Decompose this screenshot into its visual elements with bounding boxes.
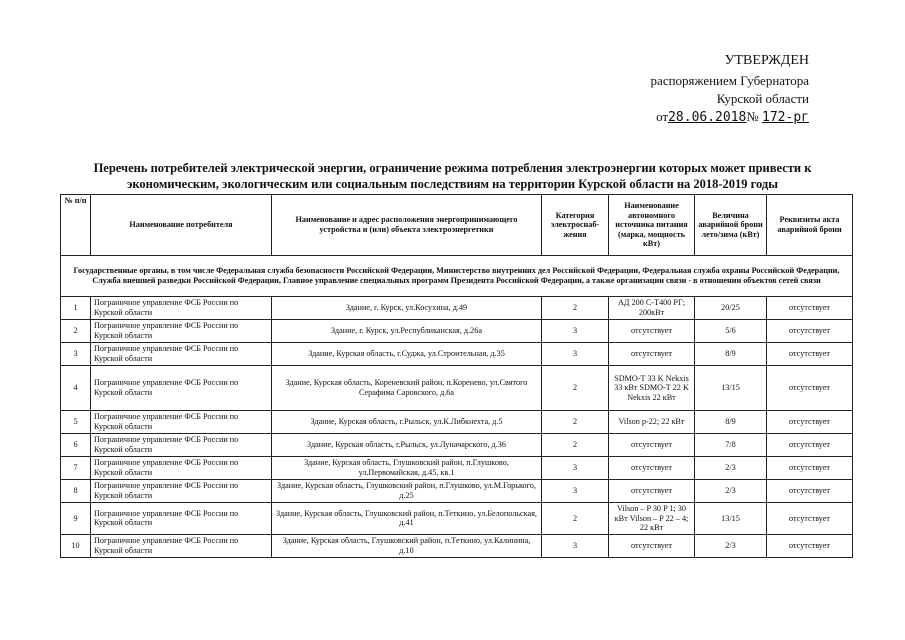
cell-reserve: 2/3 [695,480,767,503]
cell-reserve: 13/15 [695,503,767,535]
cell-num: 3 [61,343,91,366]
cell-reserve: 8/9 [695,343,767,366]
cell-num: 6 [61,434,91,457]
cell-consumer: Пограничное управление ФСБ России по Курской области [91,457,272,480]
cell-act: отсутствует [767,297,853,320]
approval-number: 172-рг [762,110,809,125]
cell-category: 3 [542,534,609,557]
table-row [61,366,853,411]
cell-address: Здание, г. Курск, ул.Косухина, д.49 [272,297,542,320]
cell-reserve: 13/15 [695,366,767,411]
table-row [61,411,853,434]
header-source: Наименование автономного источника питания (марка, мощность кВт) [609,195,695,256]
cell-act: отсутствует [767,480,853,503]
table-header-row [61,195,853,256]
cell-reserve: 2/3 [695,534,767,557]
approval-date: 28.06.2018 [668,110,747,125]
cell-address: Здание, Курская область, Глушковский район, п.Теткино, ул.Белопольская, д.41 [272,503,542,535]
cell-consumer: Пограничное управление ФСБ России по Курской области [91,343,272,366]
section-row [61,256,853,297]
cell-address: Здание, Курская область, Кореневский район, п.Коренево, ул.Святого Серафима Саровского, д.6а [272,366,542,411]
cell-source: отсутствует [609,434,695,457]
cell-category: 2 [542,503,609,535]
cell-address: Здание, Курская область, Глушковский район, п.Глушково, ул.Первомайская, д.45, кв.1 [272,457,542,480]
cell-source: отсутствует [609,534,695,557]
cell-consumer: Пограничное управление ФСБ России по Курской области [91,434,272,457]
cell-address: Здание, Курская область, Глушковский район, п.Глушково, ул.М.Горького, д.25 [272,480,542,503]
table-row [61,343,853,366]
cell-act: отсутствует [767,457,853,480]
header-reserve: Величина аварийной брони лето/зима (кВт) [695,195,767,256]
cell-category: 3 [542,320,609,343]
cell-num: 5 [61,411,91,434]
cell-num: 9 [61,503,91,535]
cell-num: 2 [61,320,91,343]
cell-consumer: Пограничное управление ФСБ России по Курской области [91,503,272,535]
cell-act: отсутствует [767,434,853,457]
cell-act: отсутствует [767,366,853,411]
cell-category: 3 [542,457,609,480]
document-title: Перечень потребителей электрической энергии, ограничение режима потребления электроэнергии которых может привести к экономическим, экологическим или социальным последствиям на территории Курской области на 2018-2019 годы [93,161,812,191]
cell-num: 1 [61,297,91,320]
cell-num: 7 [61,457,91,480]
cell-source: отсутствует [609,457,695,480]
cell-act: отсутствует [767,411,853,434]
cell-source: SDMO-T 33 K Nekxis 33 кВт SDMO-T 22 K Nekxis 22 кВт [609,366,695,411]
table-row [61,320,853,343]
cell-category: 2 [542,297,609,320]
cell-act: отсутствует [767,503,853,535]
cell-consumer: Пограничное управление ФСБ России по Курской области [91,480,272,503]
cell-address: Здание, Курская область, г.Рыльск, ул.Луначарского, д.36 [272,434,542,457]
cell-consumer: Пограничное управление ФСБ России по Курской области [91,534,272,557]
section-title: Государственные органы, в том числе Федеральная служба безопасности Российской Федерации, Министерство внутренних дел Российской Федерации, Федеральная служба охраны Российской Федерации, Служба внешней разведки Российской Федерации, Главное управление специальных программ Президента Российской Федерации, а также организации связи - в отношении объектов сетей связи [61,256,853,297]
cell-act: отсутствует [767,534,853,557]
approval-line-1: распоряжением Губернатора [650,73,809,88]
cell-num: 8 [61,480,91,503]
table-row [61,503,853,535]
cell-source: отсутствует [609,480,695,503]
cell-reserve: 2/3 [695,457,767,480]
header-num: № п/п [61,195,91,256]
cell-category: 3 [542,480,609,503]
cell-consumer: Пограничное управление ФСБ России по Курской области [91,366,272,411]
cell-category: 2 [542,434,609,457]
table-row [61,480,853,503]
table-row [61,457,853,480]
cell-address: Здание, Курская область, г.Рыльск, ул.К.Либкнехта, д.5 [272,411,542,434]
cell-reserve: 5/6 [695,320,767,343]
approval-heading: УТВЕРЖДЕН [724,53,809,68]
approval-block [651,52,809,127]
approval-line-2: Курской области [716,91,809,106]
cell-num: 4 [61,366,91,411]
header-category: Категория электроснаб-жения [542,195,609,256]
cell-act: отсутствует [767,320,853,343]
cell-source: Vilson р-22; 22 кВт [609,411,695,434]
cell-consumer: Пограничное управление ФСБ России по Курской области [91,411,272,434]
header-consumer: Наименование потребителя [91,195,272,256]
cell-source: АД 200 С-Т400 РГ; 200кВт [609,297,695,320]
approval-from: от [656,109,669,124]
cell-num: 10 [61,534,91,557]
cell-category: 2 [542,366,609,411]
table-row [61,534,853,557]
approval-number-sign: № [746,109,759,124]
table-row [61,297,853,320]
cell-category: 2 [542,411,609,434]
cell-address: Здание, Курская область, г.Суджа, ул.Строительная, д.35 [272,343,542,366]
cell-reserve: 7/8 [695,434,767,457]
cell-address: Здание, Курская область, Глушковский район, п.Теткино, ул.Калинина, д.10 [272,534,542,557]
cell-consumer: Пограничное управление ФСБ России по Курской области [91,297,272,320]
table-row [61,434,853,457]
cell-source: отсутствует [609,320,695,343]
approval-date-line [651,108,809,127]
cell-act: отсутствует [767,343,853,366]
cell-reserve: 20/25 [695,297,767,320]
cell-source: отсутствует [609,343,695,366]
cell-address: Здание, г. Курск, ул.Республиканская, д.26а [272,320,542,343]
cell-consumer: Пограничное управление ФСБ России по Курской области [91,320,272,343]
header-act: Реквизиты акта аварийной брони [767,195,853,256]
cell-category: 3 [542,343,609,366]
header-address: Наименование и адрес расположения энергопринимающего устройства и (или) объекта электроэнергетики [272,195,542,256]
cell-reserve: 8/9 [695,411,767,434]
cell-source: Vilson – P 30 P 1; 30 кВт Vilson – P 22 – 4; 22 кВт [609,503,695,535]
consumers-table [60,194,853,558]
